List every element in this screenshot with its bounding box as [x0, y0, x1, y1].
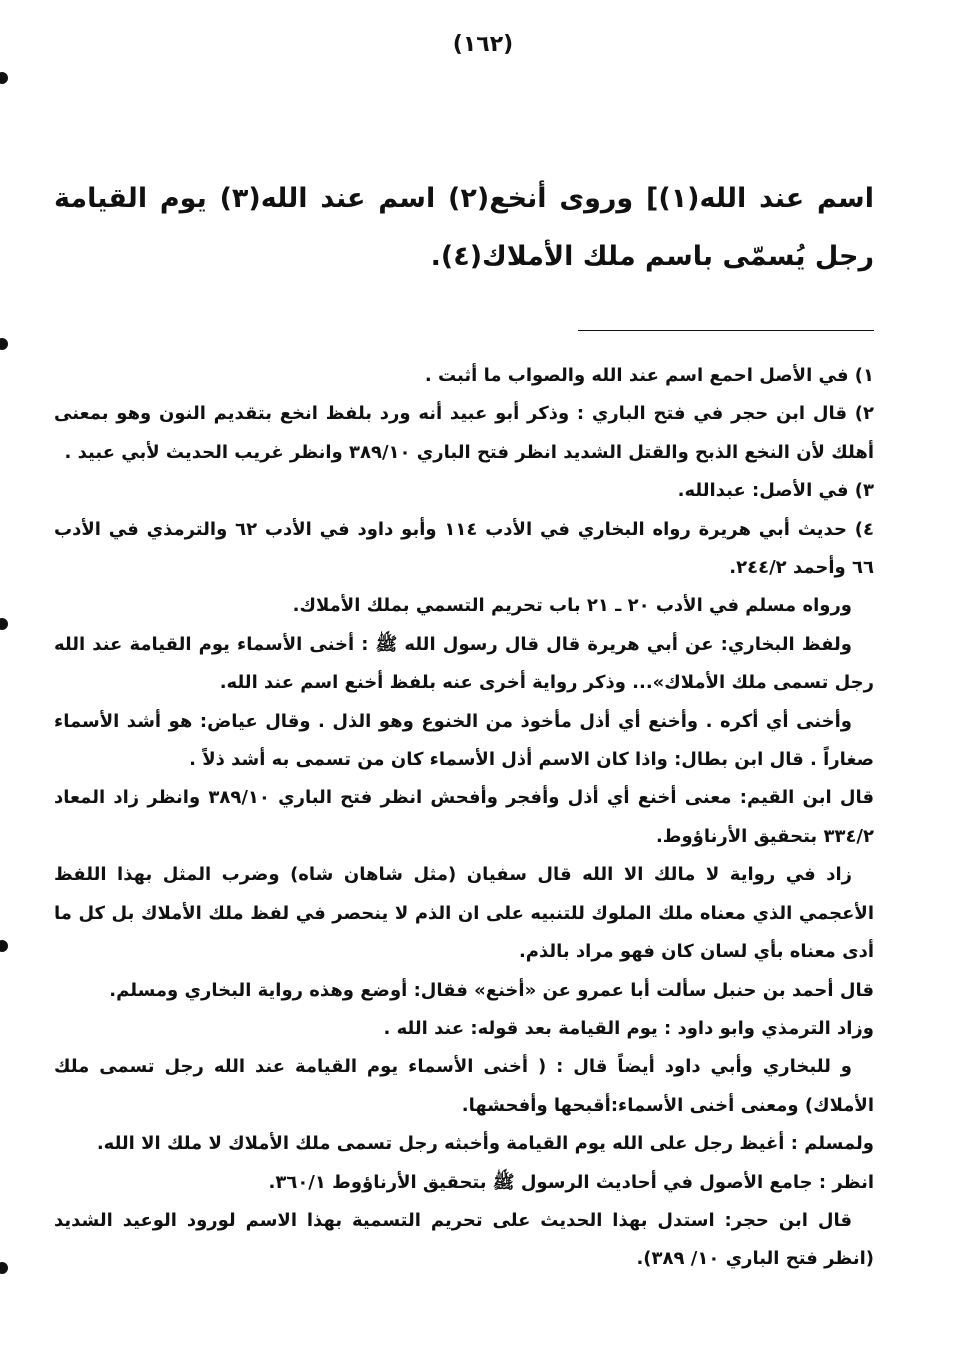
footnote-4-paragraph: وأخنى أي أكره . وأخنع أي أذل مأخوذ من الخنوع وهو الذل . وقال عياض: هو أشد الأسماء صغاراً . قال ابن بطال: واذا كان الاسم أذل الأسماء كان من تسمى به أشد ذلاً . — [54, 710, 874, 771]
footnote-2: ٢) قال ابن حجر في فتح الباري : وذكر أبو عبيد أنه ورد بلفظ انخع بتقديم النون وهو بمعنى أهلك لأن النخع الذبح والقتل الشديد انظر فتح الباري ٣٨٩/١٠ وانظر غريب الحديث لأبي عبيد . — [54, 403, 874, 463]
footnote-4-paragraph: انظر : جامع الأصول في أحاديث الرسول ﷺ بتحقيق الأرناؤوط ٣٦٠/١. — [268, 1171, 874, 1193]
page-number: (١٦٢) — [452, 32, 514, 57]
footnote-1: ١) في الأصل احمع اسم عند الله والصواب ما أثبت . — [424, 365, 874, 386]
footnote-4-paragraph: قال أحمد بن حنبل سألت أبا عمرو عن «أخنع» فقال: أوضع وهذه رواية البخاري ومسلم. — [109, 979, 874, 1001]
footnote-4-paragraph: زاد في رواية لا مالك الا الله قال سفيان (مثل شاهان شاه) وضرب المثل بهذا اللفظ الأعجمي الذي معناه ملك الملوك للتنبيه على ان الذم لا ينحصر في لفظ ملك الأملاك بل كل ما أدى معناه بأي لسان كان فهو مراد بالذم. — [54, 864, 874, 963]
scan-margin-mark — [0, 338, 8, 350]
footnote-4-paragraph: قال ابن القيم: معنى أخنع أي أذل وأفجر وأفحش انظر فتح الباري ٣٨٩/١٠ وانظر زاد المعاد ٣٣٤/٢ بتحقيق الأرناؤوط. — [54, 787, 874, 847]
footnote-4-paragraph: و للبخاري وأبي داود أيضاً قال : ( أخنى الأسماء يوم القيامة عند الله رجل تسمى ملك الأملاك) ومعنى أخنى الأسماء:أقبحها وأفحشها. — [54, 1056, 874, 1116]
footnote-4-paragraph: ورواه مسلم في الأدب ٢٠ ـ ٢١ باب تحريم التسمي بملك الأملاك. — [292, 595, 852, 617]
footnote-3: ٣) في الأصل: عبدالله. — [677, 480, 874, 502]
scan-margin-mark — [0, 618, 8, 630]
main-text — [54, 170, 874, 286]
footnote-4-paragraph: ولفظ البخاري: عن أبي هريرة قال قال رسول الله ﷺ : أخنى الأسماء يوم القيامة عند الله رجل تسمى ملك الأملاك»... وذكر رواية أخرى عنه بلفظ أخنع اسم عند الله. — [54, 633, 874, 694]
scan-margin-mark — [0, 940, 8, 952]
footnote-4-paragraph: وزاد الترمذي وابو داود : يوم القيامة بعد قوله: عند الله . — [383, 1017, 874, 1039]
footnote-4-paragraph: ولمسلم : أغيظ رجل على الله يوم القيامة وأخبثه رجل تسمى ملك الأملاك لا ملك الا الله. — [96, 1133, 874, 1155]
footnote-4-paragraph: قال ابن حجر: استدل بهذا الحديث على تحريم التسمية بهذا الاسم لورود الوعيد الشديد (انظر فتح الباري ١٠/ ٣٨٩). — [54, 1209, 874, 1270]
main-paragraph: اسم عند الله(١)] وروى أنخع(٢) اسم عند الله(٣) يوم القيامة رجل يُسمّى باسم ملك الأملاك(٤). — [54, 183, 874, 272]
scan-margin-mark — [0, 72, 8, 84]
scan-margin-mark — [0, 1262, 8, 1274]
footnotes — [54, 357, 874, 1279]
footnote-divider — [578, 330, 874, 331]
footnote-4: ٤) حديث أبي هريرة رواه البخاري في الأدب ١١٤ وأبو داود في الأدب ٦٢ والترمذي في الأدب ٦٦ وأحمد ٢٤٤/٢. — [54, 518, 874, 579]
